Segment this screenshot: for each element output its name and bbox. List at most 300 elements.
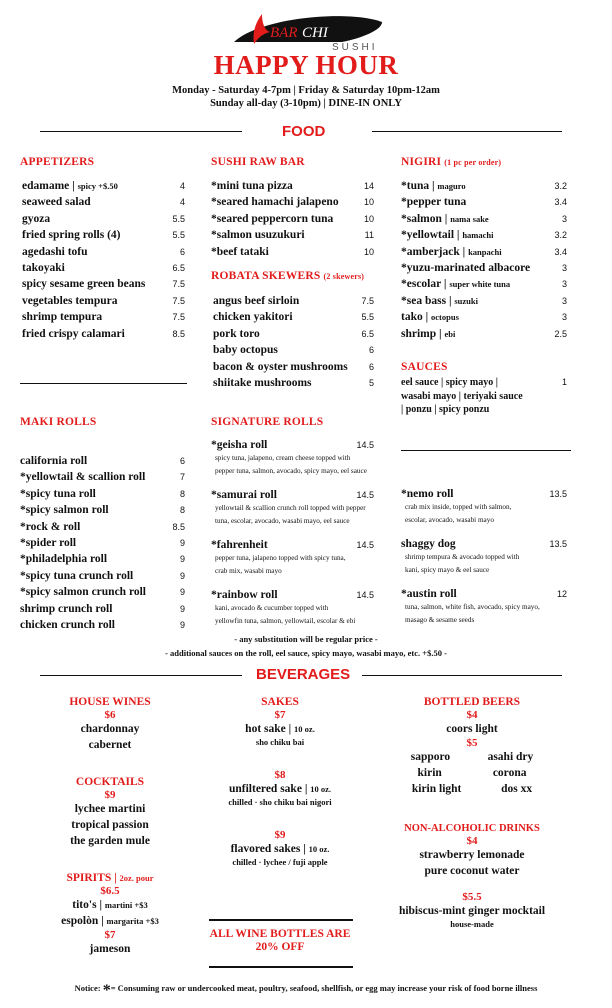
- signature-roll: [211, 488, 374, 528]
- item-price: 3: [561, 312, 567, 323]
- item-title: *spicy salmon roll: [20, 504, 109, 517]
- item-price: 7: [179, 472, 185, 483]
- item-title: *spicy salmon crunch roll: [20, 586, 146, 599]
- menu-item: [401, 260, 567, 276]
- item-title: *philadelphia roll: [20, 553, 108, 566]
- sake-name: hot sake: [245, 723, 286, 735]
- divider: [40, 675, 242, 676]
- menu-item: [211, 211, 374, 227]
- item-name: edamame | spicy +$.50: [22, 180, 118, 192]
- item-title: *spicy tuna crunch roll: [20, 569, 134, 582]
- appetizers-heading: APPETIZERS: [20, 156, 95, 168]
- beer-row: [392, 765, 552, 781]
- item-title: *salmon: [401, 212, 442, 225]
- menu-item: pure coconut water: [424, 865, 520, 877]
- sakes-price: $8: [274, 769, 286, 781]
- signature-heading: SIGNATURE ROLLS: [211, 416, 324, 428]
- item-title: edamame: [22, 180, 70, 192]
- roll-name: shaggy dog: [401, 538, 456, 550]
- menu-item: chardonnay: [80, 723, 140, 735]
- item-title: spicy sesame green beans: [22, 278, 146, 291]
- sakes-section: [200, 696, 360, 867]
- sauces-line: wasabi mayo | teriyaki sauce: [401, 390, 523, 402]
- robata-note: (2 skewers): [323, 272, 365, 281]
- item-title: *yellowtail: [401, 229, 455, 242]
- menu-item: [22, 276, 185, 292]
- item-sub: suzuki: [454, 295, 478, 306]
- roll-description: kani, avocado & cucumber topped with: [215, 604, 329, 612]
- house-wines-heading: HOUSE WINES: [69, 696, 151, 708]
- spirits-heading: SPIRITS | 2oz. pour: [66, 872, 154, 884]
- item-title: *spider roll: [20, 536, 77, 549]
- menu-item: [22, 211, 185, 227]
- menu-item: [20, 519, 185, 535]
- item-name: [213, 375, 312, 391]
- beer-row: [392, 749, 552, 765]
- divider: [372, 131, 562, 132]
- bottled-beers-heading: BOTTLED BEERS: [423, 696, 521, 708]
- sake-name: unfiltered sake: [228, 783, 302, 795]
- notice-footer: [0, 982, 612, 1000]
- item-sub: super white tuna: [449, 279, 511, 290]
- roll-description: tuna, salmon, white fish, avocado, spicy mayo,: [405, 603, 540, 611]
- cocktails-section: [20, 776, 200, 849]
- menu-item: cabernet: [88, 739, 132, 751]
- item-price: 8.5: [172, 521, 185, 532]
- item-price: 2.5: [554, 328, 567, 339]
- spirit-name: espolòn: [61, 915, 99, 927]
- item-price: 3.2: [554, 181, 567, 191]
- menu-item: [401, 194, 567, 210]
- item-price: 6.5: [172, 262, 185, 273]
- menu-item: [401, 178, 567, 194]
- item-price: 3.4: [554, 246, 567, 257]
- item-name: [22, 309, 102, 325]
- roll-header: [401, 587, 567, 601]
- sauces-note: - additional sauces on the roll, eel sauce, spicy mayo, wasabi mayo, etc. +$.50 -: [165, 648, 447, 658]
- item-title: *rock & roll: [20, 520, 81, 533]
- spirit-name: tito's: [72, 899, 97, 911]
- item-name: [20, 584, 146, 600]
- roll-description: crab mix, wasabi mayo: [215, 567, 282, 575]
- robata-title: ROBATA SKEWERS: [211, 270, 321, 282]
- item-price: 3.2: [554, 230, 567, 241]
- roll-description: spicy tuna, jalapeno, cream cheese topped with: [215, 454, 351, 462]
- spirit-sub: margarita +$3: [106, 916, 159, 926]
- roll-price: 14.5: [356, 490, 374, 500]
- item-name: [211, 194, 339, 210]
- signature-roll: [401, 487, 567, 527]
- divider: [401, 450, 571, 451]
- roll-description: pepper tuna, salmon, avocado, spicy mayo, eel sauce: [215, 467, 367, 475]
- menu-item: [22, 244, 185, 260]
- item-price: 3.4: [554, 197, 567, 208]
- sake-sub: chilled · sho chiku bai nigori: [228, 797, 332, 807]
- bottled-beers-section: [392, 696, 552, 797]
- item-title: tako: [401, 311, 423, 324]
- sake-size: 10 oz.: [308, 844, 330, 854]
- item-title: pork toro: [213, 327, 260, 340]
- menu-item: lychee martini: [74, 803, 146, 815]
- menu-item-sub: house-made: [450, 919, 494, 929]
- house-wines-section: [20, 696, 200, 753]
- menu-item: dos xx: [501, 783, 533, 795]
- item-price: 6.5: [361, 328, 374, 339]
- menu-item: [20, 535, 185, 551]
- item-name: *tuna | maguro: [401, 180, 466, 192]
- menu-item: strawberry lemonade: [419, 849, 525, 861]
- beverages-heading: BEVERAGES: [256, 666, 351, 683]
- food-heading: FOOD: [282, 123, 326, 140]
- item-title: *pepper tuna: [401, 196, 467, 209]
- item-title: *amberjack: [401, 245, 460, 258]
- nigiri-heading: [401, 156, 501, 168]
- hours-line-1: Monday - Saturday 4-7pm | Friday & Saturday 10pm-12am: [172, 85, 440, 96]
- roll-name: *austin roll: [401, 588, 457, 600]
- menu-item: [213, 326, 374, 342]
- item-price: 8: [179, 505, 185, 516]
- item-price: 9: [179, 619, 185, 630]
- roll-price: 14.5: [356, 440, 374, 450]
- item-title: *escolar: [401, 278, 442, 291]
- menu-item: [211, 244, 374, 260]
- item-name: *yellowtail | hamachi: [401, 229, 494, 242]
- item-name: [22, 211, 50, 227]
- menu-item: tropical passion: [71, 819, 149, 831]
- menu-item: kirin light: [411, 783, 462, 795]
- signature-roll: [211, 588, 374, 628]
- item-price: 7.5: [172, 312, 185, 323]
- item-title: shiitake mushrooms: [213, 376, 312, 389]
- menu-item: [20, 601, 185, 617]
- divider: [209, 919, 353, 921]
- menu-item: [213, 359, 374, 375]
- menu-item: [20, 486, 185, 502]
- spirits-price: $6.5: [100, 885, 120, 897]
- menu-item: [213, 375, 374, 391]
- menu-item: [401, 276, 567, 292]
- item-name: [211, 178, 293, 194]
- menu-item: [20, 568, 185, 584]
- substitution-note: - any substitution will be regular price -: [234, 634, 378, 644]
- signature-roll: [211, 538, 374, 578]
- item-title: *beef tataki: [211, 245, 269, 258]
- menu-item: [401, 244, 567, 260]
- item-name: shrimp | ebi: [401, 327, 456, 340]
- item-title: shrimp: [401, 327, 437, 340]
- item-price: 5.5: [172, 213, 185, 224]
- nigiri-title: NIGIRI: [401, 156, 442, 168]
- menu-item: [22, 309, 185, 325]
- roll-header: [211, 488, 374, 502]
- item-price: 9: [179, 587, 185, 598]
- item-title: *tuna: [401, 180, 430, 192]
- menu-item: [20, 584, 185, 600]
- menu-item: [401, 293, 567, 309]
- sauces-line: | ponzu | spicy ponzu: [401, 404, 490, 415]
- item-title: *mini tuna pizza: [211, 180, 293, 192]
- item-title: gyoza: [22, 212, 51, 225]
- roll-description: escolar, avocado, wasabi mayo: [405, 516, 494, 524]
- roll-header: [211, 538, 374, 552]
- sakes-heading: SAKES: [261, 696, 299, 708]
- item-name: [22, 276, 145, 292]
- item-price: 7.5: [361, 296, 374, 306]
- item-name: [20, 617, 115, 633]
- sakes-price: $9: [274, 829, 286, 841]
- item-title: fried crispy calamari: [22, 327, 125, 340]
- sushi-raw-bar-list: [211, 178, 374, 260]
- spirits-title: SPIRITS: [66, 872, 112, 884]
- item-price: 9: [179, 537, 185, 548]
- notice-star: *: [102, 982, 111, 999]
- item-sub: maguro: [437, 181, 466, 191]
- non-alcoholic-price: $5.5: [462, 891, 482, 903]
- roll-name: *rainbow roll: [211, 589, 278, 601]
- item-price: 6: [179, 246, 185, 257]
- roll-description: pepper tuna, jalapeno topped with spicy tuna,: [215, 554, 346, 562]
- menu-item: the garden mule: [70, 835, 150, 847]
- house-wines-price: $6: [104, 709, 116, 721]
- item-name: [401, 260, 530, 276]
- item-name: *amberjack | kanpachi: [401, 245, 502, 258]
- sauces-heading: SAUCES: [401, 361, 448, 373]
- item-price: 9: [179, 554, 185, 565]
- roll-description: yellowfin tuna, salmon, yellowtail, escolar & ebi: [215, 617, 356, 625]
- sauces-price: 1: [561, 377, 567, 387]
- item-name: *sea bass | suzuki: [401, 294, 478, 307]
- menu-item: corona: [492, 767, 527, 779]
- roll-description: tuna, escolar, avocado, wasabi mayo, eel sauce: [215, 517, 350, 525]
- item-sub: spicy +$.50: [77, 181, 118, 191]
- item-price: 4: [179, 181, 185, 191]
- item-sub: ebi: [444, 328, 456, 339]
- menu-item: kirin: [417, 767, 442, 779]
- wine-bottles-banner: [200, 928, 360, 953]
- menu-item: [22, 227, 185, 243]
- cocktails-price: $9: [104, 789, 116, 801]
- item-price: 3: [561, 279, 567, 290]
- item-name: [20, 453, 87, 469]
- divider: [40, 131, 242, 132]
- item-title: fried spring rolls (4): [22, 229, 121, 242]
- roll-description: yellowtail & scallion crunch roll topped with pepper: [215, 504, 366, 512]
- item-title: *yuzu-marinated albacore: [401, 261, 531, 274]
- item-price: 4: [179, 197, 185, 208]
- item-name: [20, 469, 145, 485]
- roll-description: shrimp tempura & avocado topped with: [405, 553, 520, 561]
- item-name: [20, 519, 80, 535]
- menu-item: jameson: [89, 943, 131, 955]
- cocktails-heading: COCKTAILS: [75, 776, 145, 788]
- item-name: [22, 326, 125, 342]
- logo-chi-text: CHI: [302, 25, 328, 41]
- signature-roll: [401, 537, 567, 577]
- sake-sub: chilled · lychee / fuji apple: [232, 857, 328, 867]
- menu-item: [20, 453, 185, 469]
- nigiri-note: (1 pc per order): [444, 158, 502, 167]
- roll-header: [211, 588, 374, 602]
- item-price: 3: [561, 213, 567, 224]
- item-name: [22, 293, 118, 309]
- item-price: 5.5: [172, 230, 185, 241]
- roll-price: 14.5: [356, 540, 374, 550]
- signature-right-list: [401, 487, 567, 637]
- menu-item: [401, 326, 567, 342]
- menu-item: [22, 178, 185, 194]
- item-price: 6: [179, 456, 185, 466]
- item-title: angus beef sirloin: [213, 295, 300, 307]
- logo-sushi-text: SUSHI: [332, 42, 378, 52]
- item-title: chicken crunch roll: [20, 618, 115, 631]
- item-name: [20, 601, 112, 617]
- maki-heading: MAKI ROLLS: [20, 416, 97, 428]
- item-title: agedashi tofu: [22, 245, 88, 258]
- sakes-price: $7: [274, 709, 286, 721]
- menu-item: [22, 260, 185, 276]
- menu-item: tito's | martini +$3: [72, 899, 148, 911]
- sake-name: flavored sakes: [230, 843, 301, 855]
- sauces-list: [401, 376, 567, 417]
- beers-price: $4: [466, 709, 478, 721]
- item-price: 10: [363, 197, 374, 208]
- menu-item: [211, 227, 374, 243]
- menu-item: [401, 309, 567, 325]
- item-name: [22, 194, 91, 210]
- signature-left-list: [211, 438, 374, 638]
- item-title: seaweed salad: [22, 196, 91, 209]
- menu-item: [213, 293, 374, 309]
- item-name: [401, 194, 466, 210]
- item-title: shrimp crunch roll: [20, 602, 113, 615]
- sauces-line: eel sauce | spicy mayo |: [401, 377, 498, 388]
- item-name: [20, 486, 96, 502]
- notice-text: = Consuming raw or undercooked meat, poultry, seafood, shellfish, or egg may increase your risk of food borne illness: [110, 983, 538, 993]
- page-title: HAPPY HOUR: [213, 50, 399, 80]
- divider: [362, 675, 562, 676]
- menu-item: unfiltered sake | 10 oz.: [228, 783, 332, 795]
- robata-heading: [211, 270, 364, 282]
- item-name: [213, 326, 260, 342]
- item-name: [22, 227, 121, 243]
- item-price: 9: [179, 603, 185, 614]
- nigiri-list: [401, 178, 567, 342]
- item-price: 7.5: [172, 295, 185, 306]
- item-title: baby octopus: [213, 344, 278, 357]
- wine-bottles-line: ALL WINE BOTTLES ARE: [209, 928, 351, 940]
- divider: [20, 383, 187, 384]
- item-name: tako | octopus: [401, 311, 459, 324]
- item-sub: nama sake: [450, 213, 489, 224]
- item-title: *salmon usuzukuri: [211, 229, 305, 242]
- notice-label: Notice:: [74, 983, 101, 993]
- logo-bar-text: BAR: [270, 25, 298, 41]
- item-title: *sea bass: [401, 294, 447, 307]
- item-price: 6: [368, 345, 374, 356]
- item-title: *yellowtail & scallion roll: [20, 471, 146, 484]
- item-title: california roll: [20, 455, 88, 467]
- menu-item: [211, 178, 374, 194]
- sake-sub: sho chiku bai: [255, 737, 305, 747]
- menu-item: [213, 342, 374, 358]
- item-name: [22, 244, 88, 260]
- item-title: vegetables tempura: [22, 294, 118, 307]
- item-price: 3: [561, 295, 567, 306]
- roll-header: [401, 487, 567, 501]
- item-title: *spicy tuna roll: [20, 487, 96, 500]
- item-price: 9: [179, 570, 185, 581]
- roll-price: 13.5: [549, 539, 567, 549]
- sake-size: 10 oz.: [310, 784, 332, 794]
- item-title: *seared hamachi jalapeno: [211, 196, 339, 209]
- item-price: 11: [364, 230, 374, 241]
- item-name: [20, 502, 109, 518]
- menu-item: sapporo: [410, 751, 451, 763]
- item-name: [211, 244, 269, 260]
- item-name: [20, 551, 107, 567]
- roll-description: crab mix inside, topped with salmon,: [405, 503, 512, 511]
- non-alcoholic-section: [392, 823, 552, 929]
- menu-item: [20, 502, 185, 518]
- divider: [209, 966, 353, 968]
- item-price: 5: [368, 377, 374, 388]
- menu-item: coors light: [446, 723, 498, 735]
- roll-name: *geisha roll: [211, 439, 268, 451]
- item-price: 14: [363, 181, 374, 191]
- roll-header: [401, 537, 567, 551]
- item-price: 8.5: [172, 328, 185, 339]
- item-name: *salmon | nama sake: [401, 212, 489, 225]
- non-alcoholic-price: $4: [466, 835, 478, 847]
- item-title: bacon & oyster mushrooms: [213, 360, 348, 373]
- non-alcoholic-heading: NON-ALCOHOLIC DRINKS: [404, 823, 540, 834]
- wine-bottles-discount: 20% OFF: [255, 941, 305, 953]
- spirit-sub: martini +$3: [104, 900, 148, 910]
- roll-header: [211, 438, 374, 452]
- item-price: 7.5: [172, 279, 185, 290]
- maki-list: [20, 453, 185, 633]
- sushi-raw-bar-heading: SUSHI RAW BAR: [211, 156, 305, 168]
- menu-item: flavored sakes | 10 oz.: [230, 843, 330, 855]
- roll-price: 13.5: [549, 489, 567, 499]
- item-price: 10: [363, 213, 374, 224]
- menu-item: [20, 469, 185, 485]
- item-name: [211, 211, 333, 227]
- beers-price: $5: [466, 737, 478, 749]
- beer-row: [392, 781, 552, 797]
- item-sub: kanpachi: [468, 246, 502, 257]
- roll-name: *nemo roll: [401, 488, 454, 500]
- menu-item: [22, 194, 185, 210]
- sake-size: 10 oz.: [294, 724, 315, 734]
- item-name: [22, 260, 65, 276]
- menu-item: hibiscus-mint ginger mocktail: [398, 905, 546, 917]
- item-sub: hamachi: [462, 230, 494, 241]
- roll-name: *fahrenheit: [211, 539, 268, 551]
- item-name: [213, 293, 299, 309]
- item-name: [20, 568, 133, 584]
- menu-item: [211, 194, 374, 210]
- item-name: [213, 342, 278, 358]
- roll-description: masago & sesame seeds: [405, 616, 475, 624]
- roll-price: 14.5: [356, 590, 374, 600]
- barchi-logo: [232, 8, 392, 52]
- menu-item: [20, 551, 185, 567]
- item-price: 10: [363, 246, 374, 257]
- signature-roll: [211, 438, 374, 478]
- item-name: [211, 227, 305, 243]
- item-name: [20, 535, 76, 551]
